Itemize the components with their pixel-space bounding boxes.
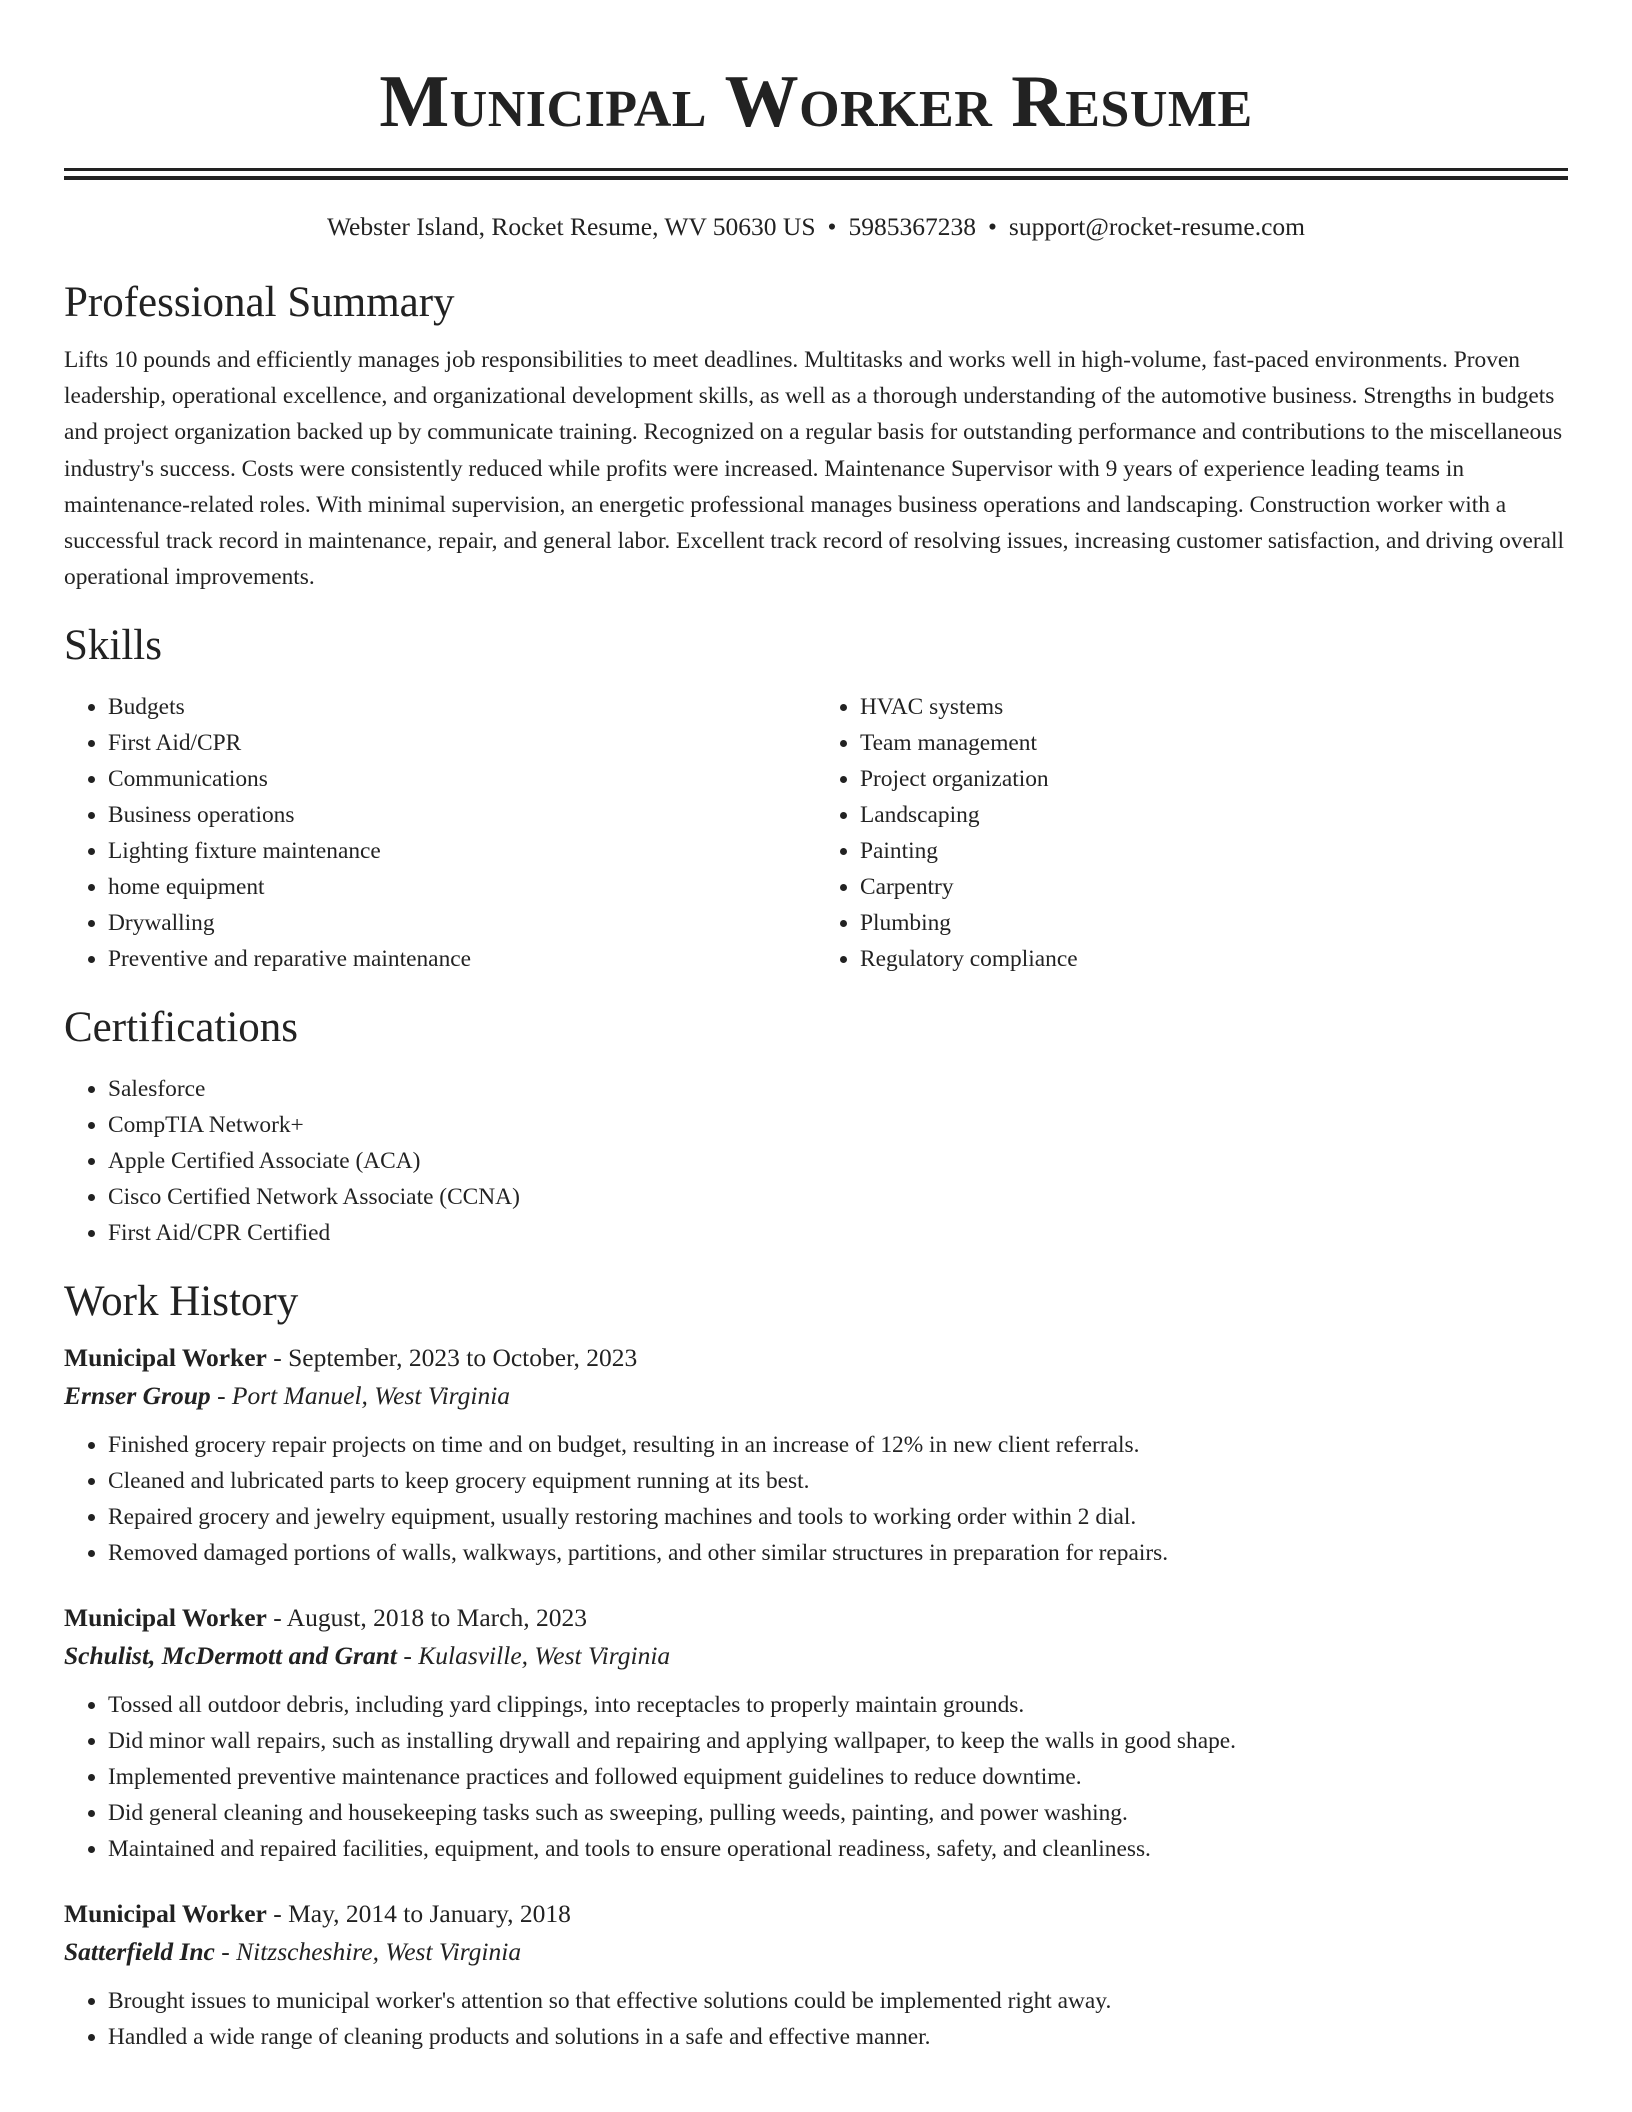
job-bullet: • Did general cleaning and housekeeping tasks such as sweeping, pulling weeds, painting, and power washing. (108, 1795, 1568, 1831)
job-entry (64, 1895, 1568, 2055)
contact-separator: • (827, 212, 837, 241)
skill-item: • Regulatory compliance (860, 941, 1568, 977)
summary-heading: Professional Summary (64, 279, 455, 326)
job-company: Schulist, McDermott and Grant (64, 1641, 397, 1671)
job-company: Satterfield Inc (64, 1937, 215, 1967)
job-bullet: • Repaired grocery and jewelry equipment, usually restoring machines and tools to working order within 2 dial. (108, 1499, 1568, 1535)
certifications-list (64, 1071, 1568, 1251)
job-location: - Nitzscheshire, West Virginia (214, 1937, 522, 1967)
job-bullet: • Tossed all outdoor debris, including yard clippings, into receptacles to properly maintain grounds. (108, 1687, 1568, 1723)
job-bullet: • Finished grocery repair projects on time and on budget, resulting in an increase of 12% in new client referrals. (108, 1427, 1568, 1463)
job-dates: - August, 2018 to March, 2023 (266, 1603, 587, 1633)
job-bullet: • Handled a wide range of cleaning products and solutions in a safe and effective manner. (108, 2019, 1568, 2055)
job-company-line (64, 1637, 1568, 1675)
job-entry (64, 1339, 1568, 1571)
job-title-line (64, 1599, 1568, 1637)
contact-phone: 5985367238 (848, 212, 976, 241)
skill-item: • Communications (108, 761, 816, 797)
skill-item: • Drywalling (108, 905, 816, 941)
skill-item: • Plumbing (860, 905, 1568, 941)
skill-item: • First Aid/CPR (108, 725, 816, 761)
skills-list-left (64, 689, 816, 977)
contact-email: support@rocket-resume.com (1008, 212, 1305, 241)
job-bullet: • Maintained and repaired facilities, equipment, and tools to ensure operational readiness, safety, and cleanliness. (108, 1831, 1568, 1867)
skills-heading: Skills (64, 622, 162, 670)
skill-item: • Preventive and reparative maintenance (108, 941, 816, 977)
certification-item: • First Aid/CPR Certified (108, 1215, 1568, 1251)
skill-item: • Team management (860, 725, 1568, 761)
job-location: - Port Manuel, West Virginia (210, 1381, 511, 1411)
job-title: Municipal Worker (64, 1343, 267, 1373)
resume-page (64, 0, 1568, 2055)
job-company-line (64, 1933, 1568, 1971)
title-divider-top (64, 168, 1568, 171)
job-title-line (64, 1895, 1568, 1933)
job-bullet: • Brought issues to municipal worker's attention so that effective solutions could be implemented right away. (108, 1983, 1568, 2019)
job-bullet-list (64, 1427, 1568, 1571)
certification-item: • Cisco Certified Network Associate (CCNA) (108, 1179, 1568, 1215)
job-dates: - September, 2023 to October, 2023 (266, 1343, 638, 1373)
skill-item: • Lighting fixture maintenance (108, 833, 816, 869)
certification-item: • Apple Certified Associate (ACA) (108, 1143, 1568, 1179)
skills-list-right (816, 689, 1568, 977)
job-bullet-list (64, 1687, 1568, 1867)
skills-columns (64, 689, 1568, 977)
job-bullet: • Implemented preventive maintenance practices and followed equipment guidelines to reduce downtime. (108, 1759, 1568, 1795)
skill-item: • Budgets (108, 689, 816, 725)
contact-location: Webster Island, Rocket Resume, WV 50630 US (326, 212, 816, 241)
work-history-heading: Work History (64, 1278, 299, 1326)
contact-separator: • (987, 212, 997, 241)
skill-item: • Business operations (108, 797, 816, 833)
certification-item: • CompTIA Network+ (108, 1107, 1568, 1143)
job-bullet: • Removed damaged portions of walls, walkways, partitions, and other similar structures in preparation for repairs. (108, 1535, 1568, 1571)
job-bullet-list (64, 1983, 1568, 2055)
skill-item: • home equipment (108, 869, 816, 905)
job-bullet: • Cleaned and lubricated parts to keep grocery equipment running at its best. (108, 1463, 1568, 1499)
title-divider-bottom (64, 176, 1568, 180)
job-dates: - May, 2014 to January, 2018 (266, 1899, 571, 1929)
certification-item: • Salesforce (108, 1071, 1568, 1107)
job-company-line (64, 1377, 1568, 1415)
job-entry (64, 1599, 1568, 1867)
job-title: Municipal Worker (64, 1899, 267, 1929)
skill-item: • Carpentry (860, 869, 1568, 905)
job-bullet: • Did minor wall repairs, such as installing drywall and repairing and applying wallpaper, to keep the walls in good shape. (108, 1723, 1568, 1759)
job-title: Municipal Worker (64, 1603, 267, 1633)
summary-text: Lifts 10 pounds and efficiently manages job responsibilities to meet deadlines. Multitasks and works well in high-volume, fast-paced environments. Proven leadership, operational excellence, and organizational development skills, as well as a thorough understanding of the automotive business. Strengths in budgets and project organization backed up by communicate training. Recognized on a regular basis for outstanding performance and contributions to the miscellaneous industry's success. Costs were consistently reduced while profits were increased. Maintenance Supervisor with 9 years of experience leading teams in maintenance-related roles. With minimal supervision, an energetic professional manages business operations and landscaping. Construction worker with a successful track record in maintenance, repair, and general labor. Excellent track record of resolving issues, increasing customer satisfaction, and driving overall operational improvements. (64, 347, 1565, 591)
skill-item: • Project organization (860, 761, 1568, 797)
skill-item: • Painting (860, 833, 1568, 869)
job-title-line (64, 1339, 1568, 1377)
job-location: - Kulasville, West Virginia (396, 1641, 671, 1671)
contact-line (64, 210, 1568, 244)
skill-item: • HVAC systems (860, 689, 1568, 725)
resume-title: Municipal Worker Resume (379, 61, 1253, 143)
skill-item: • Landscaping (860, 797, 1568, 833)
certifications-heading: Certifications (64, 1004, 299, 1052)
job-company: Ernser Group (64, 1381, 211, 1411)
